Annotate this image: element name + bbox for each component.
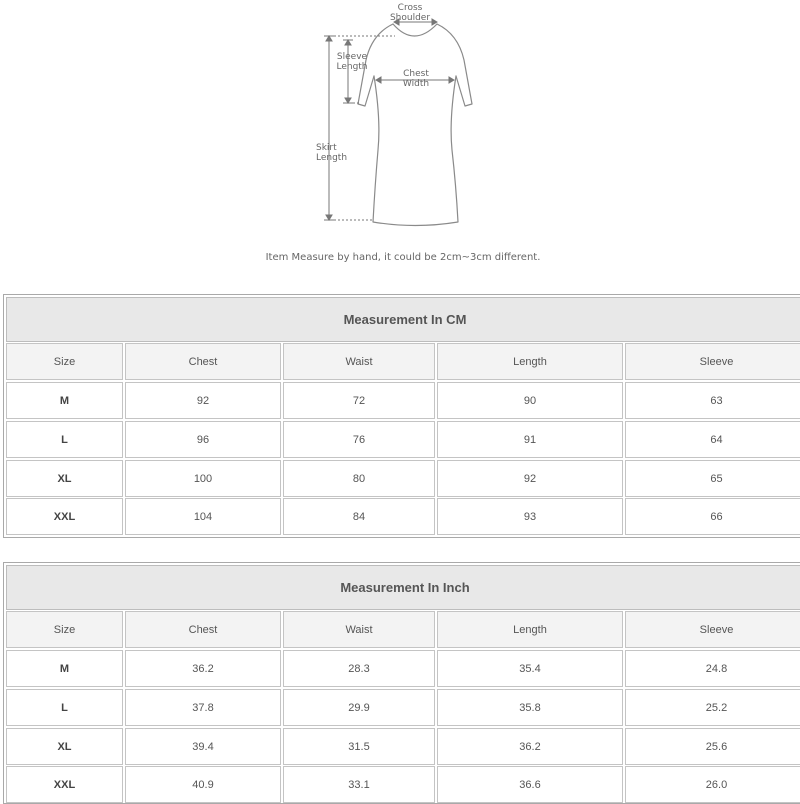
table-cell: 65: [625, 460, 800, 497]
size-cell: L: [6, 689, 123, 726]
header-cell: Chest: [125, 611, 281, 648]
label-line: Length: [336, 62, 368, 72]
table-cell: 92: [125, 382, 281, 419]
table-cell: 39.4: [125, 728, 281, 765]
size-cell: XXL: [6, 766, 123, 803]
table-row: [6, 498, 800, 535]
header-cell: Size: [6, 343, 123, 380]
table-cell: 72: [283, 382, 435, 419]
table-cell: 36.2: [437, 728, 623, 765]
label-line: Cross: [397, 3, 423, 13]
table-cell: 66: [625, 498, 800, 535]
header-cell: Waist: [283, 611, 435, 648]
size-cell: XL: [6, 728, 123, 765]
table-cell: 64: [625, 421, 800, 458]
cross-shoulder-label: [386, 3, 434, 23]
header-cell: Length: [437, 611, 623, 648]
table-row: [6, 650, 800, 687]
label-line: Sleeve: [336, 52, 368, 62]
table-row: [6, 460, 800, 497]
header-cell: Waist: [283, 343, 435, 380]
table-cell: 25.2: [625, 689, 800, 726]
table-cell: 93: [437, 498, 623, 535]
label-line: Chest: [403, 69, 429, 79]
table-row: [6, 766, 800, 803]
label-line: Skirt: [316, 143, 337, 153]
sleeve-length-label: [334, 52, 370, 72]
table-cell: 31.5: [283, 728, 435, 765]
table-cell: 100: [125, 460, 281, 497]
table-title: Measurement In CM: [6, 297, 800, 342]
table-cell: 25.6: [625, 728, 800, 765]
table-cell: 35.4: [437, 650, 623, 687]
measurement-table-inch: [3, 562, 800, 804]
table-row: [6, 689, 800, 726]
table-cell: 36.6: [437, 766, 623, 803]
skirt-length-label: [316, 143, 356, 163]
header-cell: Length: [437, 343, 623, 380]
table-cell: 84: [283, 498, 435, 535]
table-cell: 33.1: [283, 766, 435, 803]
table-title: Measurement In Inch: [6, 565, 800, 610]
label-line: Length: [316, 153, 348, 163]
size-cell: XL: [6, 460, 123, 497]
table-cell: 29.9: [283, 689, 435, 726]
size-cell: M: [6, 650, 123, 687]
table-header-row: [6, 343, 800, 380]
chest-width-label: [398, 69, 434, 89]
table-cell: 63: [625, 382, 800, 419]
table-cell: 80: [283, 460, 435, 497]
table-cell: 104: [125, 498, 281, 535]
table-cell: 91: [437, 421, 623, 458]
dress-outline-icon: [0, 0, 800, 240]
table-row: [6, 382, 800, 419]
dress-measurement-diagram: [0, 0, 800, 280]
header-cell: Sleeve: [625, 611, 800, 648]
table-header-row: [6, 611, 800, 648]
table-cell: 26.0: [625, 766, 800, 803]
table-cell: 37.8: [125, 689, 281, 726]
size-cell: XXL: [6, 498, 123, 535]
table-cell: 96: [125, 421, 281, 458]
size-cell: M: [6, 382, 123, 419]
table-cell: 36.2: [125, 650, 281, 687]
table-cell: 90: [437, 382, 623, 419]
table-cell: 35.8: [437, 689, 623, 726]
label-line: Shoulder: [389, 13, 431, 23]
header-cell: Chest: [125, 343, 281, 380]
table-cell: 76: [283, 421, 435, 458]
header-cell: Size: [6, 611, 123, 648]
header-cell: Sleeve: [625, 343, 800, 380]
measurement-table-cm: [3, 294, 800, 538]
table-cell: 28.3: [283, 650, 435, 687]
table-cell: 24.8: [625, 650, 800, 687]
table-row: [6, 728, 800, 765]
label-line: Width: [402, 79, 430, 89]
table-row: [6, 421, 800, 458]
table-cell: 40.9: [125, 766, 281, 803]
measurement-note: Item Measure by hand, it could be 2cm~3cm different.: [265, 252, 541, 263]
size-cell: L: [6, 421, 123, 458]
table-cell: 92: [437, 460, 623, 497]
